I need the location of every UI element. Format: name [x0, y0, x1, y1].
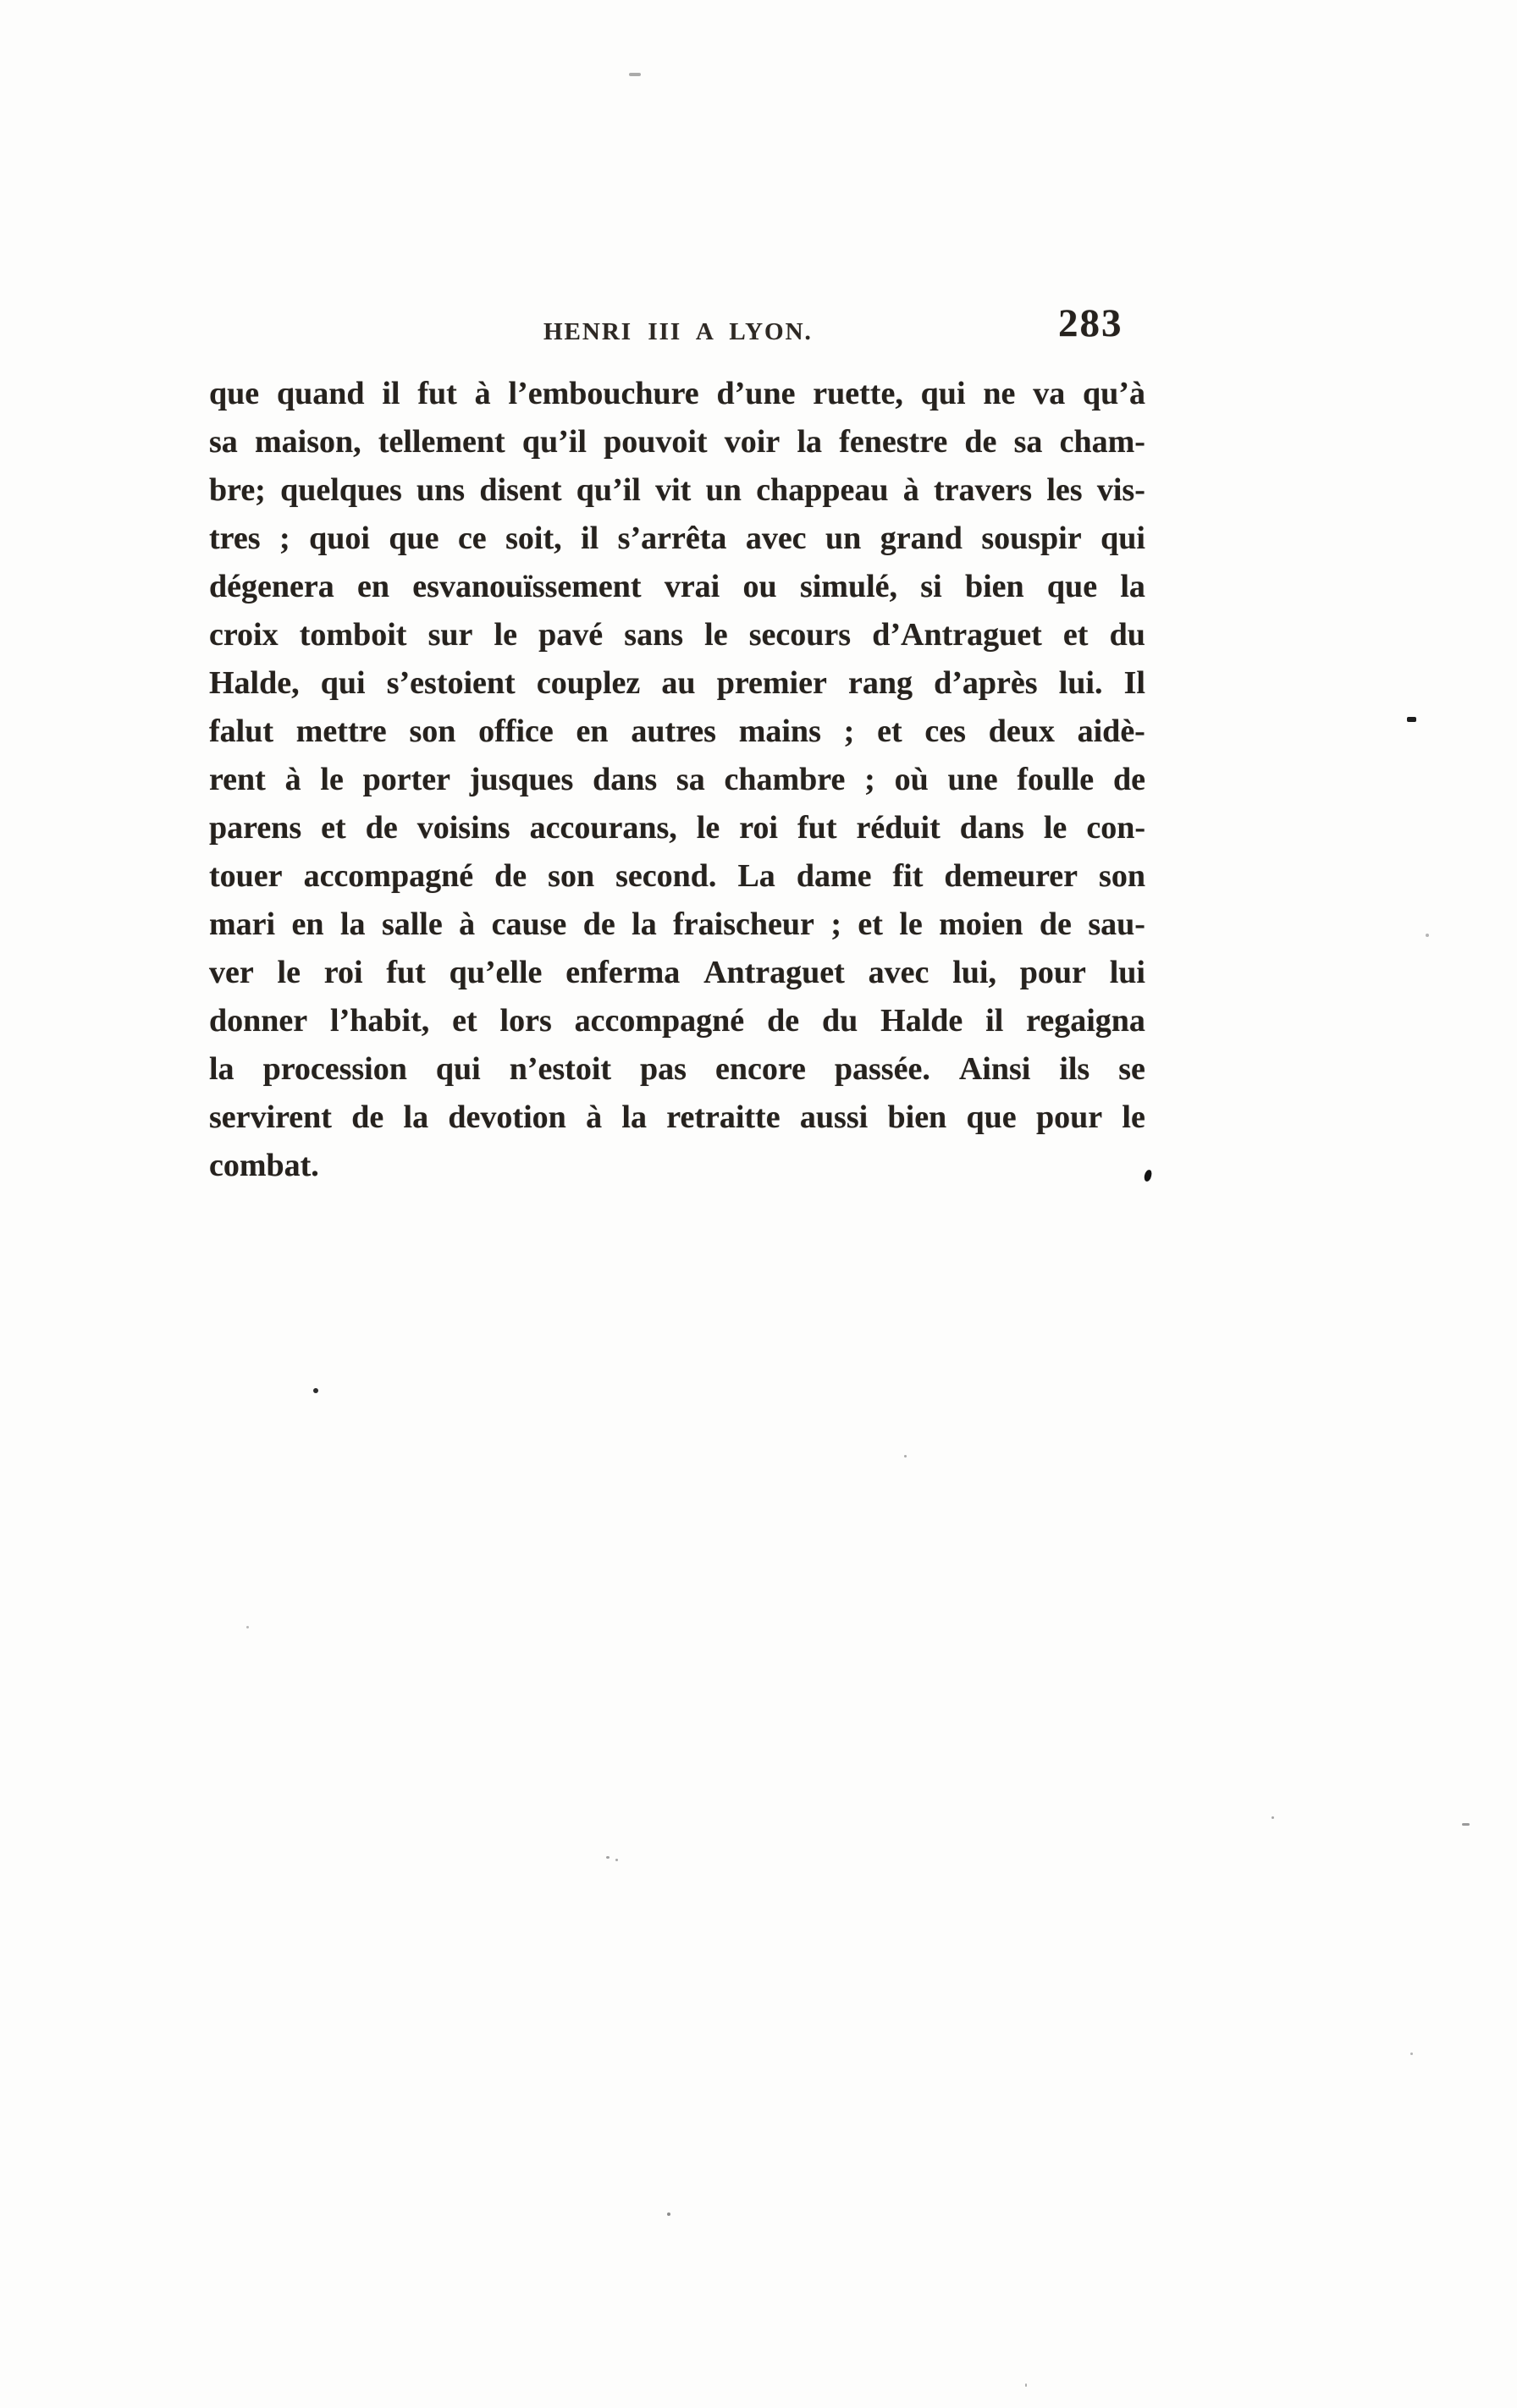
ink-speck	[1272, 1816, 1274, 1819]
text-line: servirent de la devotion à la retraitte aussi bien que pour le	[209, 1099, 1145, 1135]
text-line: falut mettre son office en autres mains ; et ces deux aidè-	[209, 714, 1145, 749]
text-line: bre; quelques uns disent qu’il vit un chappeau à travers les vis-	[209, 472, 1145, 508]
text-line: la procession qui n’estoit pas encore passée. Ainsi ils se	[209, 1051, 1145, 1087]
page-number: 283	[1058, 301, 1123, 345]
ink-speck	[246, 1626, 249, 1628]
text-line: sa maison, tellement qu’il pouvoit voir la fenestre de sa cham-	[209, 424, 1145, 460]
ink-speck	[904, 1455, 907, 1457]
text-line: donner l’habit, et lors accompagné de du Halde il regaigna	[209, 1003, 1145, 1039]
ink-speck	[1410, 2053, 1413, 2055]
text-line: que quand il fut à l’embouchure d’une ruette, qui ne va qu’à	[209, 376, 1145, 411]
text-line: Halde, qui s’estoient couplez au premier rang d’après lui. Il	[209, 665, 1145, 701]
running-header-title: HENRI III A LYON.	[543, 318, 813, 345]
ink-speck	[667, 2212, 670, 2216]
paragraph	[209, 370, 1145, 1190]
ink-speck	[629, 73, 641, 76]
text-line: touer accompagné de son second. La dame fit demeurer son	[209, 858, 1145, 894]
text-line: croix tomboit sur le pavé sans le secours d’Antraguet et du	[209, 617, 1145, 653]
text-line: tres ; quoi que ce soit, il s’arrêta avec un grand souspir qui	[209, 521, 1145, 556]
ink-speck	[313, 1388, 318, 1393]
ink-speck	[1462, 1823, 1470, 1826]
text-line: parens et de voisins accourans, le roi fut réduit dans le con-	[209, 810, 1145, 846]
ink-speck	[1407, 717, 1416, 722]
ink-speck	[1426, 934, 1429, 937]
text-line: combat.	[209, 1148, 319, 1183]
text-line: mari en la salle à cause de la fraischeur ; et le moien de sau-	[209, 906, 1145, 942]
text-line: rent à le porter jusques dans sa chambre ; où une foulle de	[209, 762, 1145, 797]
text-line: ver le roi fut qu’elle enferma Antraguet avec lui, pour lui	[209, 955, 1145, 990]
ink-speck	[615, 1859, 618, 1861]
ink-speck	[1025, 2383, 1027, 2387]
ink-speck	[606, 1856, 610, 1859]
text-line: dégenera en esvanouïssement vrai ou simulé, si bien que la	[209, 569, 1145, 604]
